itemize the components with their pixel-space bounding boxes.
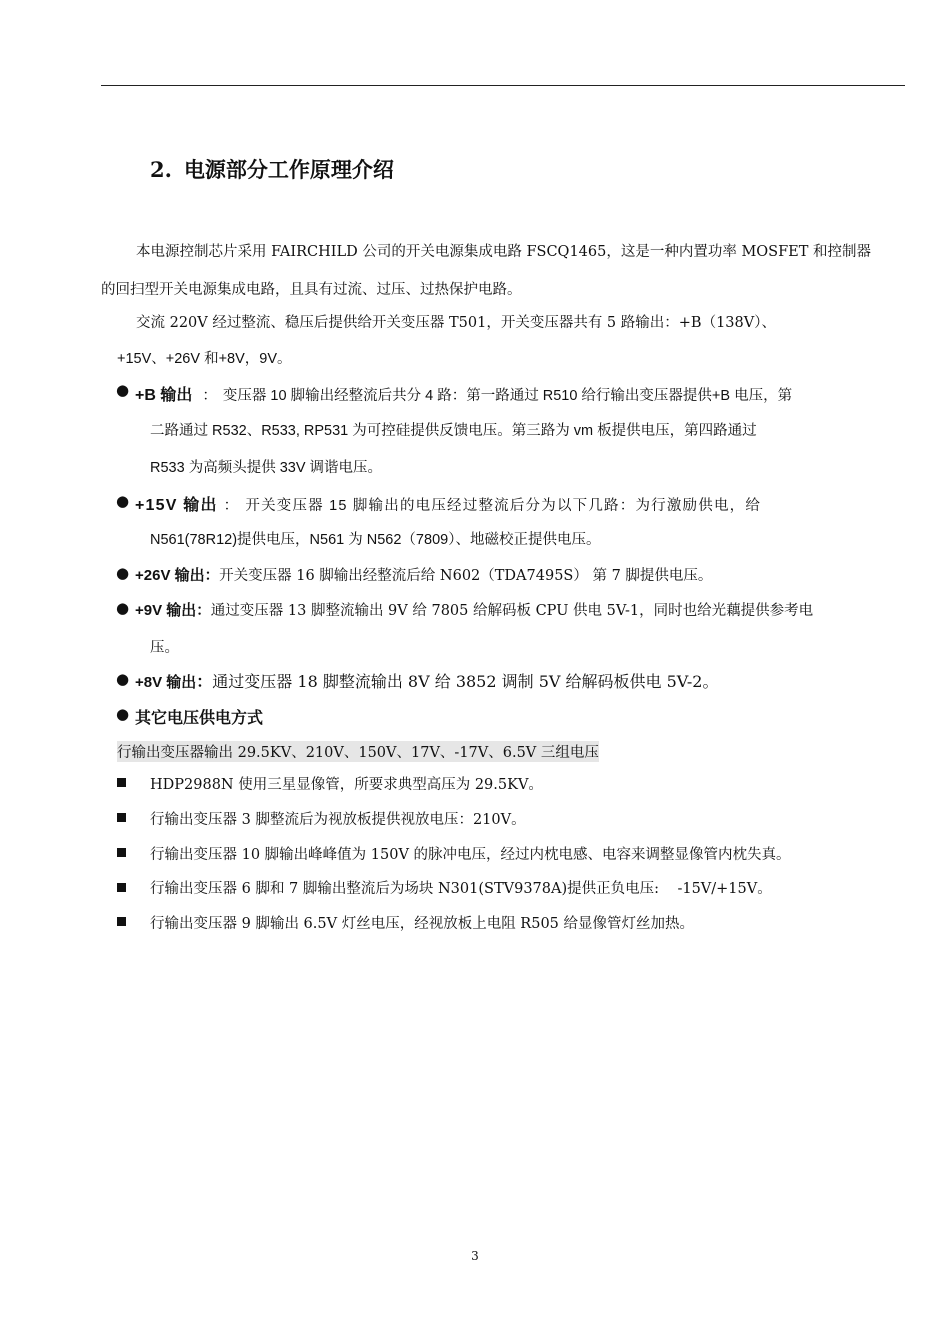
other-label: 其它电压供电方式 [135, 710, 264, 727]
output-9v-label: +9V 输出 [135, 602, 197, 619]
output-b-sep: ： [202, 388, 217, 404]
intro-p2-line2: +15V、+26V 和+8V，9V。 [117, 351, 292, 367]
output-8v-label: +8V 输出 [135, 674, 197, 691]
section-title: 电源部分工作原理介绍 [183, 158, 394, 182]
other-item-4: 行输出变压器 6 脚和 7 脚输出整流后为场块 N301(STV9378A)提供正负电压: -15V/+15V。 [150, 881, 772, 897]
output-8v [135, 669, 718, 692]
square-bullet-icon [117, 917, 126, 926]
output-9v-line2: 压。 [150, 640, 179, 656]
output-15v-sep: ： [223, 498, 240, 514]
output-15v-line2: N561(78R12)提供电压，N561 为 N562（7809）、地磁校正提供电压。 [150, 532, 601, 548]
output-8v-sep: ： [196, 672, 213, 691]
output-b [135, 382, 792, 405]
output-26v-line1: 开关变压器 16 脚输出经整流后给 N602（TDA7495S） 第 7 脚提供电压。 [219, 568, 713, 584]
bullet-dot-icon: ● [116, 670, 130, 688]
other-summary: 行输出变压器输出 29.5KV、210V、150V、17V、-17V、6.5V 三组电压 [117, 741, 599, 762]
output-26v [135, 564, 712, 585]
intro-p1-line1: 本电源控制芯片采用 FAIRCHILD 公司的开关电源集成电路 FSCQ1465，这是一种内置功率 MOSFET 和控制器 [136, 244, 872, 260]
square-bullet-icon [117, 813, 126, 822]
output-9v [135, 599, 813, 620]
output-8v-line1: 通过变压器 18 脚整流输出 8V 给 3852 调制 5V 给解码板供电 5V-2。 [212, 672, 719, 691]
other-item-5: 行输出变压器 9 脚输出 6.5V 灯丝电压，经视放板上电阻 R505 给显像管灯丝加热。 [150, 916, 695, 932]
output-15v-line1: 开关变压器 15 脚输出的电压经过整流后分为以下几路：为行激励供电，给 [245, 498, 762, 514]
bullet-dot-icon: ● [116, 599, 130, 617]
output-b-line2: 二路通过 R532、R533, RP531 为可控硅提供反馈电压。第三路为 vm 板提供电压，第四路通过 [150, 423, 757, 439]
bullet-dot-icon: ● [116, 564, 130, 582]
output-b-line1: 变压器 10 脚输出经整流后共分 4 路：第一路通过 R510 给行输出变压器提供+B 电压，第 [222, 388, 793, 404]
output-b-line3: R533 为高频头提供 33V 调谐电压。 [150, 460, 383, 476]
square-bullet-icon [117, 778, 126, 787]
square-bullet-icon [117, 883, 126, 892]
other-item-2: 行输出变压器 3 脚整流后为视放板提供视放电压：210V。 [150, 812, 526, 828]
output-15v [135, 492, 875, 515]
page-number: 3 [471, 1249, 479, 1263]
output-15v-label: +15V 输出 [135, 497, 218, 514]
output-9v-line1: 通过变压器 13 脚整流输出 9V 给 7805 给解码板 CPU 供电 5V-1，同时也给光藕提供参考电 [210, 603, 814, 619]
other-item-1: HDP2988N 使用三星显像管，所要求典型高压为 29.5KV。 [150, 777, 543, 793]
output-9v-sep: ： [196, 602, 211, 619]
section-heading [150, 154, 394, 184]
output-26v-sep: ： [204, 567, 220, 584]
bullet-dot-icon: ● [116, 492, 130, 510]
other-item-3: 行输出变压器 10 脚输出峰峰值为 150V 的脉冲电压，经过内枕电感、电容来调整显像管内枕失真。 [150, 847, 791, 863]
bullet-dot-icon: ● [116, 705, 130, 723]
intro-p2-line1: 交流 220V 经过整流、稳压后提供给开关变压器 T501，开关变压器共有 5 路输出：+B（138V）、 [136, 315, 776, 331]
header-rule [101, 85, 905, 86]
output-b-label: +B 输出 [135, 387, 193, 404]
output-26v-label: +26V 输出 [135, 567, 205, 584]
intro-p1-line2: 的回扫型开关电源集成电路，且具有过流、过压、过热保护电路。 [101, 282, 522, 298]
square-bullet-icon [117, 848, 126, 857]
bullet-dot-icon: ● [116, 381, 130, 399]
section-number: 2. [150, 157, 172, 182]
